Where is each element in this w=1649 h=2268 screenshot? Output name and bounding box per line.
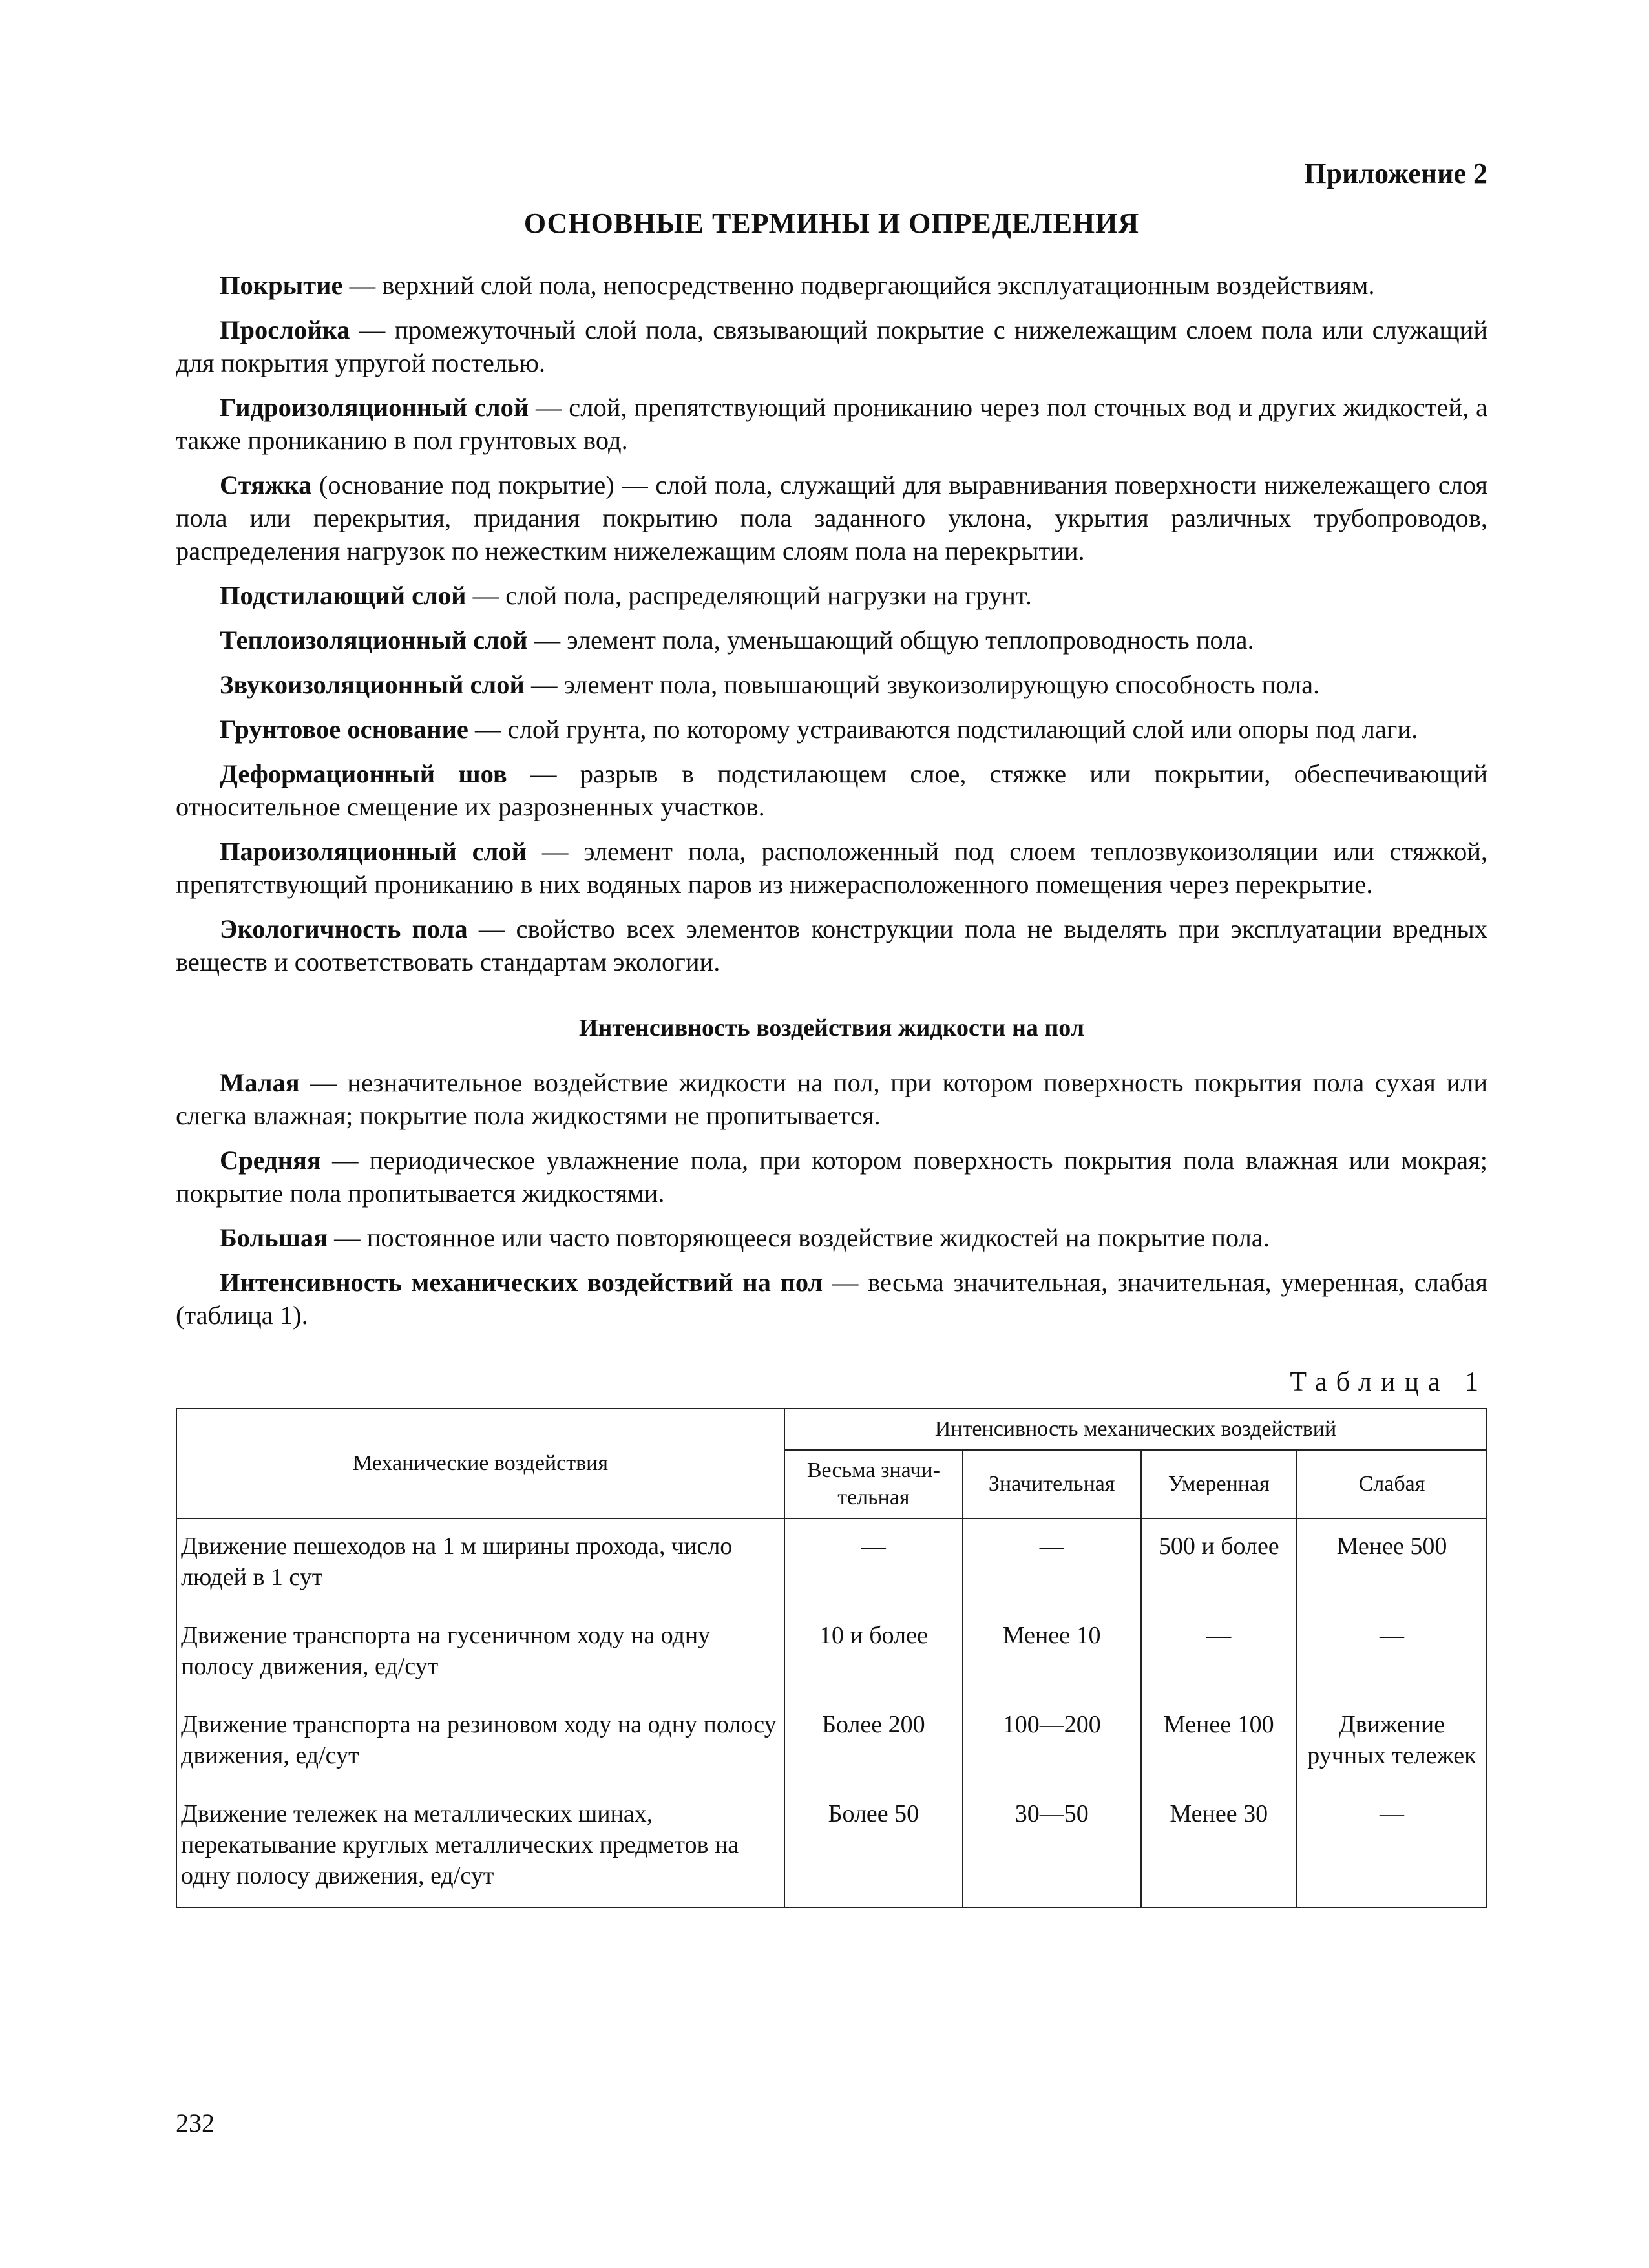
intensity-paragraph — [176, 1221, 1487, 1254]
definition-paragraph — [176, 313, 1487, 379]
intensity-value-cell: — — [1297, 1608, 1487, 1697]
intensity-value-cell: — — [1297, 1787, 1487, 1907]
table-body — [176, 1518, 1487, 1907]
table-caption: Таблица 1 — [1290, 1367, 1487, 1397]
intensity-value-cell: 30—50 — [963, 1787, 1141, 1907]
intensity-value-cell: 10 и более — [784, 1608, 963, 1697]
column-header-moderate: Умеренная — [1141, 1450, 1297, 1518]
term-definition: — постоянное или часто повторяющееся воздействие жидкостей на покрытие пола. — [327, 1223, 1270, 1252]
term-label: Покрытие — [220, 271, 343, 300]
term-definition: — свойство всех элементов конструкции пола не выделять при эксплуатации вредных веществ и соответствовать стандартам экологии. — [176, 914, 1487, 976]
term-definition: — разрыв в подстилающем слое, стяжке или покрытии, обеспечивающий относительное смещение их разрозненных участков. — [176, 759, 1487, 821]
definition-paragraph — [176, 912, 1487, 978]
mechanical-impact-table — [176, 1408, 1487, 1908]
term-label: Звукоизоляционный слой — [220, 670, 525, 699]
term-label: Гидроизоляционный слой — [220, 393, 529, 422]
definition-paragraph — [176, 713, 1487, 746]
impact-description-cell: Движение транспорта на резиновом ходу на одну полосу движения, ед/сут — [176, 1697, 784, 1787]
intensity-value-cell: Менее 10 — [963, 1608, 1141, 1697]
intensity-paragraph — [176, 1066, 1487, 1132]
column-header-intensity-group: Интенсивность механических воздействий — [784, 1409, 1487, 1450]
table-row — [176, 1518, 1487, 1608]
term-label: Подстилающий слой — [220, 581, 467, 610]
intensity-value-cell: 500 и более — [1141, 1518, 1297, 1608]
term-definition: — элемент пола, повышающий звукоизолирующую способность пола. — [524, 670, 1320, 699]
definitions-list — [176, 269, 1487, 978]
term-label: Теплоизоляционный слой — [220, 625, 528, 655]
column-header-impacts: Механические воздействия — [176, 1409, 784, 1518]
intensity-value-cell: Более 200 — [784, 1697, 963, 1787]
definition-paragraph — [176, 269, 1487, 302]
intensity-value-cell: Более 50 — [784, 1787, 963, 1907]
term-definition: — промежуточный слой пола, связывающий покрытие с нижележащим слоем пола или служащий для покрытия упругой постелью. — [176, 315, 1487, 377]
intensity-value-cell: Движение ручных тележек — [1297, 1697, 1487, 1787]
table-row — [176, 1608, 1487, 1697]
impact-description-cell: Движение пешеходов на 1 м ширины прохода, число людей в 1 сут — [176, 1518, 784, 1608]
term-label: Малая — [220, 1068, 300, 1097]
table-header-row — [176, 1409, 1487, 1450]
intensity-value-cell: — — [784, 1518, 963, 1608]
term-definition: — слой пола, распределяющий нагрузки на грунт. — [466, 581, 1032, 610]
page-number: 232 — [176, 2108, 215, 2137]
definition-paragraph — [176, 757, 1487, 823]
definition-paragraph — [176, 579, 1487, 612]
term-label: Прослойка — [220, 315, 350, 344]
intensity-value-cell: — — [1141, 1608, 1297, 1697]
intensity-value-cell: — — [963, 1518, 1141, 1608]
intensity-value-cell: Менее 500 — [1297, 1518, 1487, 1608]
term-definition: — весьма значительная, значительная, умеренная, слабая (таблица 1). — [176, 1268, 1487, 1330]
term-label: Грунтовое основание — [220, 715, 468, 744]
term-definition: — слой грунта, по которому устраиваются подстилающий слой или опоры под лаги. — [468, 715, 1418, 744]
appendix-label: Приложение 2 — [1304, 158, 1487, 189]
liquid-intensity-list — [176, 1066, 1487, 1332]
intensity-paragraph — [176, 1266, 1487, 1332]
term-definition: — элемент пола, расположенный под слоем теплозвукоизоляции или стяжкой, препятствующий прониканию в них водяных паров из нижерасположенного помещения через перекрытие. — [176, 837, 1487, 899]
term-definition: — верхний слой пола, непосредственно подвергающийся эксплуатационным воздействиям. — [342, 271, 1375, 300]
term-label: Пароизоляционный слой — [220, 837, 527, 866]
document-page — [176, 155, 1487, 1908]
term-label: Экологичность пола — [220, 914, 468, 943]
term-definition: — слой, препятствующий прониканию через пол сточных вод и других жидкостей, а также прониканию в пол грунтовых вод. — [176, 393, 1488, 455]
intensity-value-cell: 100—200 — [963, 1697, 1141, 1787]
intensity-value-cell: Менее 100 — [1141, 1697, 1297, 1787]
term-definition: — незначительное воздействие жидкости на пол, при котором поверхность покрытия пола сухая или слегка влажная; покрытие пола жидкостями не пропитывается. — [176, 1068, 1487, 1130]
table-row — [176, 1697, 1487, 1787]
term-label: Стяжка — [220, 470, 312, 499]
term-definition: — периодическое увлажнение пола, при котором поверхность покрытия пола влажная или мокрая; покрытие пола пропитывается жидкостями. — [176, 1146, 1487, 1208]
intensity-paragraph — [176, 1144, 1487, 1210]
term-label: Интенсивность механических воздействий на пол — [220, 1268, 823, 1297]
definition-paragraph — [176, 835, 1487, 901]
page-title: ОСНОВНЫЕ ТЕРМИНЫ И ОПРЕДЕЛЕНИЯ — [523, 207, 1140, 239]
definition-paragraph — [176, 624, 1487, 656]
definition-paragraph — [176, 468, 1487, 567]
term-definition: — элемент пола, уменьшающий общую теплопроводность пола. — [527, 625, 1254, 655]
definition-paragraph — [176, 391, 1487, 457]
liquid-section-title: Интенсивность воздействия жидкости на пол — [578, 1014, 1085, 1042]
impact-description-cell: Движение транспорта на гусеничном ходу на одну полосу движения, ед/сут — [176, 1608, 784, 1697]
impact-description-cell: Движение тележек на металлических шинах, перекатывание круглых металлических предметов на одну полосу движения, ед/сут — [176, 1787, 784, 1907]
column-header-weak: Слабая — [1297, 1450, 1487, 1518]
column-header-significant: Значительная — [963, 1450, 1141, 1518]
term-label: Деформационный шов — [220, 759, 507, 788]
intensity-value-cell: Менее 30 — [1141, 1787, 1297, 1907]
column-header-very-significant: Весьма значи- тельная — [784, 1450, 963, 1518]
term-definition: (основание под покрытие) — слой пола, служащий для выравнивания поверхности нижележащего слоя пола или перекрытия, придания покрытию пола заданного уклона, укрытия различных трубопроводов, распределения нагрузок по нежестким нижележащим слоям пола на перекрытии. — [176, 470, 1487, 565]
term-label: Средняя — [220, 1146, 321, 1175]
definition-paragraph — [176, 668, 1487, 701]
term-label: Большая — [220, 1223, 328, 1252]
table-row — [176, 1787, 1487, 1907]
